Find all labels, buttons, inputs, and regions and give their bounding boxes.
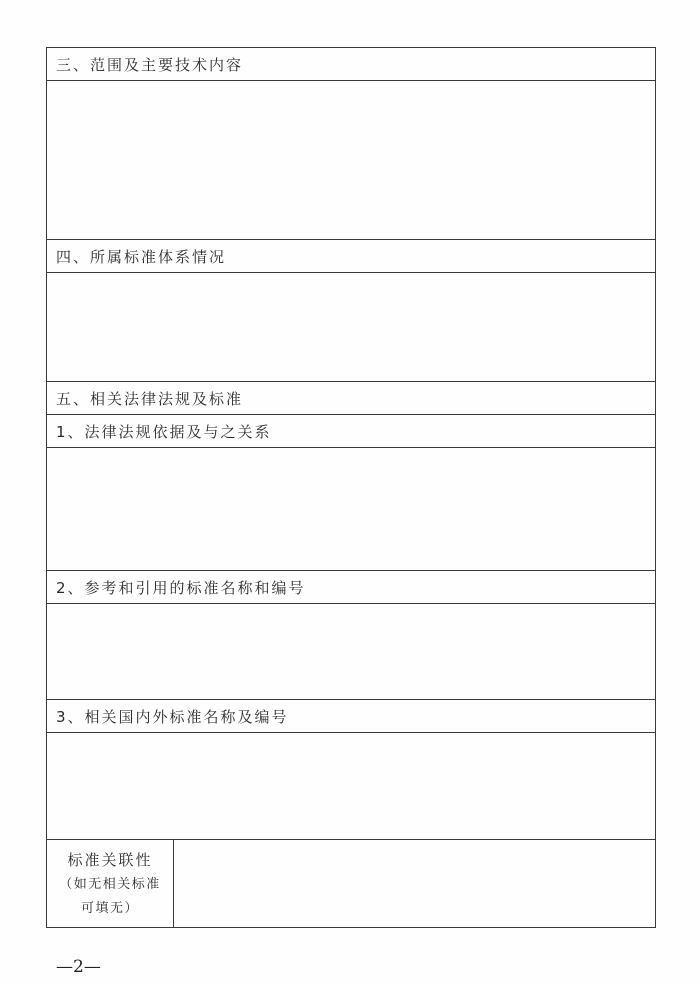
standard-relevance-label: 标准关联性	[67, 850, 153, 869]
laws-basis-title: 1、法律法规依据及与之关系	[47, 415, 656, 448]
standard-system-section-title: 四、所属标准体系情况	[47, 240, 656, 273]
related-laws-standards-section-title: 五、相关法律法规及标准	[47, 382, 656, 415]
domestic-foreign-standards-header-row	[47, 700, 656, 733]
laws-header-row	[47, 415, 656, 448]
referenced-standards-title: 2、参考和引用的标准名称和编号	[47, 571, 656, 604]
scope-content-row	[47, 81, 656, 240]
standard-relevance-row	[47, 840, 656, 928]
laws-content-row	[47, 448, 656, 571]
referenced-standards-content-row	[47, 604, 656, 700]
referenced-standards-header-row	[47, 571, 656, 604]
scope-header-row	[47, 48, 656, 81]
domestic-foreign-standards-content-row	[47, 733, 656, 840]
laws-basis-content-field[interactable]	[47, 448, 656, 571]
standard-system-header-row	[47, 240, 656, 273]
standard-proposal-form-table	[46, 47, 656, 928]
referenced-standards-content-field[interactable]	[47, 604, 656, 700]
page-number: —2—	[56, 957, 101, 977]
standard-system-content-row	[47, 273, 656, 382]
domestic-foreign-standards-title: 3、相关国内外标准名称及编号	[47, 700, 656, 733]
scope-section-title: 三、范围及主要技术内容	[47, 48, 656, 81]
standard-relevance-label-cell	[47, 840, 174, 928]
domestic-foreign-standards-content-field[interactable]	[47, 733, 656, 840]
standard-relevance-note-line2: 可填无）	[80, 900, 139, 916]
standard-relevance-value-field[interactable]	[174, 840, 656, 928]
standard-system-content-field[interactable]	[47, 273, 656, 382]
scope-content-field[interactable]	[47, 81, 656, 240]
standard-relevance-note-line1: （如无相关标准	[59, 876, 161, 892]
related-laws-standards-header-row	[47, 382, 656, 415]
